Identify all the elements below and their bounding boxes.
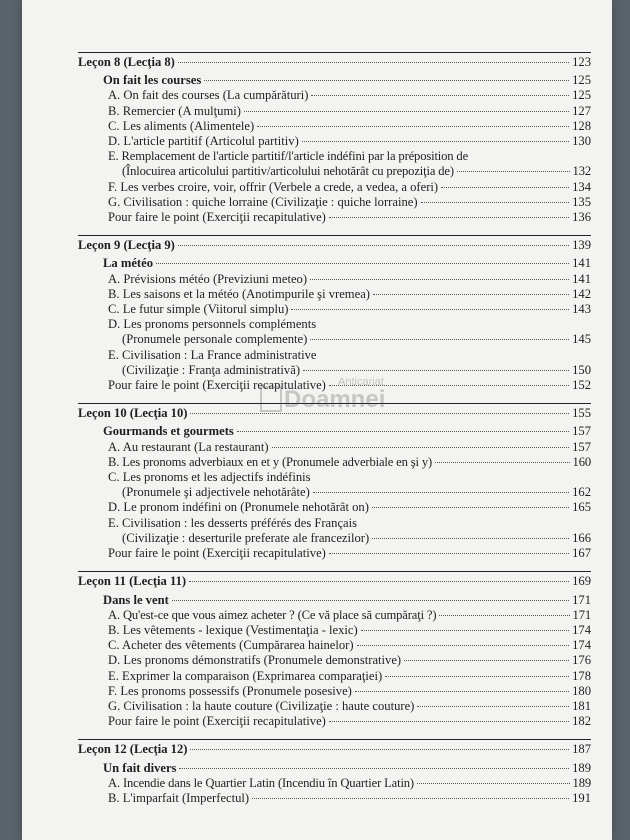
item-text: L'imparfait (Imperfectul): [122, 790, 250, 805]
page-number: 130: [572, 134, 591, 149]
watermark-line-2: Doamnei: [284, 386, 386, 413]
item-text: Pour faire le point (Exerciţii recapitulative): [108, 378, 326, 393]
item-text: Civilisation : La France administrative: [122, 347, 317, 362]
lesson-title: Leçon 12 (Lecţia 12): [78, 742, 188, 757]
item-text: Les pronoms personnels compléments: [123, 317, 317, 332]
toc-item[interactable]: [78, 210, 591, 225]
item-continuation-text: (Pronumele personale complemente): [122, 332, 308, 347]
unit-heading[interactable]: [78, 256, 591, 271]
toc-item-continuation[interactable]: [78, 332, 591, 347]
item-continuation-text: (Înlocuirea articolului partitiv/articolului nehotărât cu prepoziţia de): [122, 164, 454, 179]
item-letter: B.: [108, 286, 120, 301]
item-letter: B.: [108, 103, 120, 118]
unit-heading[interactable]: [78, 761, 591, 776]
item-letter: C.: [108, 302, 120, 317]
page-number: 134: [572, 179, 591, 194]
page-number: 150: [572, 362, 591, 377]
item-text: Les pronoms possessifs (Pronumele posesive): [120, 683, 352, 698]
item-text: Les aliments (Alimentele): [122, 118, 255, 133]
unit-heading[interactable]: [78, 424, 591, 439]
lesson-heading[interactable]: [78, 406, 591, 421]
page-number: 128: [572, 118, 591, 133]
item-text: Incendie dans le Quartier Latin (Incendiu în Quartier Latin): [122, 775, 414, 790]
page-number: 139: [572, 238, 591, 253]
item-letter: E.: [108, 668, 119, 683]
item-text: On fait des courses (La cumpărături): [123, 88, 309, 103]
toc-item[interactable]: [78, 88, 591, 103]
page-number: 127: [572, 103, 591, 118]
toc-item[interactable]: [78, 104, 591, 119]
page-number: 136: [572, 210, 591, 225]
item-letter: A.: [108, 271, 121, 286]
page-number: 141: [572, 271, 591, 286]
item-letter: A.: [108, 607, 120, 622]
item-text: Civilisation : quiche lorraine (Civilizaţie : quiche lorraine): [123, 194, 418, 209]
item-letter: C.: [108, 638, 120, 653]
toc-item[interactable]: [78, 302, 591, 317]
item-text: L'article partitif (Articolul partitiv): [123, 134, 299, 149]
item-text: Le pronom indéfini on (Pronumele nehotărât on): [123, 500, 369, 515]
page-number: 166: [572, 530, 591, 545]
page-number: 162: [572, 485, 591, 500]
page-number: 132: [572, 164, 591, 179]
lesson-heading[interactable]: [78, 55, 591, 70]
item-text: Remercier (A mulţumi): [122, 103, 241, 118]
page-number: 157: [572, 424, 591, 439]
toc-item[interactable]: [78, 546, 591, 561]
page-number: 191: [572, 790, 591, 805]
lesson-heading[interactable]: [78, 238, 591, 253]
page-number: 165: [572, 500, 591, 515]
page-number: 157: [572, 439, 591, 454]
item-letter: G.: [108, 194, 121, 209]
page-number: 187: [572, 742, 591, 757]
page-number: 145: [572, 332, 591, 347]
item-continuation-text: (Pronumele şi adjectivele nehotărâte): [122, 485, 310, 500]
toc-item-continuation[interactable]: [78, 164, 591, 179]
item-letter: E.: [108, 149, 119, 164]
toc-item[interactable]: [78, 317, 591, 332]
page-number: 174: [572, 638, 591, 653]
toc-item[interactable]: [78, 653, 591, 668]
unit-title: On fait les courses: [103, 73, 202, 88]
watermark-line-1: Anticariat: [338, 376, 384, 388]
lesson-heading[interactable]: [78, 742, 591, 757]
toc-item[interactable]: [78, 272, 591, 287]
item-text: Pour faire le point (Exerciţii recapitulative): [108, 546, 326, 561]
lesson-8-section: [78, 52, 591, 225]
page-number: 169: [572, 574, 591, 589]
item-text: Civilisation : les desserts préférés des Français: [122, 515, 358, 530]
item-text: Civilisation : la haute couture (Civilizaţie : haute couture): [123, 698, 415, 713]
item-text: Pour faire le point (Exerciţii recapitulative): [108, 210, 326, 225]
item-text: Acheter des vêtements (Cumpărarea hainelor): [122, 638, 354, 653]
page-number: 125: [572, 73, 591, 88]
toc-item[interactable]: [78, 378, 591, 393]
item-text: Remplacement de l'article partitif/l'article indéfini par la préposition de: [121, 149, 469, 164]
item-letter: A.: [108, 775, 120, 790]
lesson-11-section: [78, 571, 591, 729]
toc-item-continuation[interactable]: [78, 485, 591, 500]
page-number: 125: [572, 88, 591, 103]
item-letter: G.: [108, 698, 121, 713]
item-continuation-text: (Civilizaţie : deserturile preferate ale francezilor): [122, 530, 370, 545]
item-text: Les pronoms démonstratifs (Pronumele demonstrative): [123, 653, 402, 668]
lesson-12-section: [78, 739, 591, 806]
page-number: 152: [572, 378, 591, 393]
page-number: 171: [572, 592, 591, 607]
item-letter: D.: [108, 500, 121, 515]
toc-item[interactable]: [78, 776, 591, 791]
item-letter: D.: [108, 653, 121, 668]
page-number: 143: [572, 302, 591, 317]
toc-item[interactable]: [78, 623, 591, 638]
item-letter: F.: [108, 683, 118, 698]
item-letter: C.: [108, 118, 120, 133]
toc-item[interactable]: [78, 699, 591, 714]
item-text: Pour faire le point (Exerciţii recapitulative): [108, 714, 326, 729]
item-text: Les saisons et la météo (Anotimpurile şi vremea): [122, 286, 370, 301]
item-letter: E.: [108, 347, 119, 362]
toc-item[interactable]: [78, 134, 591, 149]
item-letter: B.: [108, 454, 120, 469]
item-text: Les vêtements - lexique (Vestimentaţia - lexic): [122, 622, 358, 637]
table-of-contents: [78, 52, 591, 816]
page-number: 135: [572, 194, 591, 209]
item-letter: A.: [108, 439, 121, 454]
item-letter: D.: [108, 317, 121, 332]
item-text: Les pronoms adverbiaux en et y (Pronumele adverbiale en şi y): [122, 454, 433, 469]
item-text: Les pronoms et les adjectifs indéfinis: [122, 470, 311, 485]
toc-item[interactable]: [78, 119, 591, 134]
page-number: 189: [572, 775, 591, 790]
page-number: 180: [572, 683, 591, 698]
page-number: 182: [572, 714, 591, 729]
toc-item[interactable]: [78, 714, 591, 729]
item-text: Qu'est-ce que vous aimez acheter ? (Ce vă place să cumpăraţi ?): [122, 607, 437, 622]
page-number: 155: [572, 406, 591, 421]
lesson-title: Leçon 10 (Lecţia 10): [78, 406, 188, 421]
lesson-10-section: [78, 403, 591, 561]
toc-item[interactable]: [78, 669, 591, 684]
toc-item[interactable]: [78, 149, 591, 164]
toc-item[interactable]: [78, 516, 591, 531]
item-letter: B.: [108, 622, 120, 637]
item-letter: E.: [108, 515, 119, 530]
toc-item[interactable]: [78, 195, 591, 210]
item-text: Le futur simple (Viitorul simplu): [122, 302, 289, 317]
unit-heading[interactable]: [78, 73, 591, 88]
lesson-9-section: [78, 235, 591, 393]
item-letter: D.: [108, 134, 121, 149]
toc-item[interactable]: [78, 500, 591, 515]
page-number: 141: [572, 256, 591, 271]
toc-item[interactable]: [78, 180, 591, 195]
unit-heading[interactable]: [78, 593, 591, 608]
lesson-title: Leçon 8 (Lecţia 8): [78, 55, 175, 69]
item-text: Les verbes croire, voir, offrir (Verbele a crede, a vedea, a oferi): [120, 179, 439, 194]
unit-title: Gourmands et gourmets: [103, 424, 234, 439]
page-number: 178: [572, 668, 591, 683]
toc-item[interactable]: [78, 608, 591, 623]
toc-item[interactable]: [78, 638, 591, 653]
item-letter: A.: [108, 88, 121, 103]
unit-title: Dans le vent: [103, 592, 169, 607]
toc-item[interactable]: [78, 455, 591, 470]
toc-item[interactable]: [78, 684, 591, 699]
item-letter: F.: [108, 179, 118, 194]
page-number: 142: [572, 286, 591, 301]
toc-item[interactable]: [78, 348, 591, 363]
book-page: [22, 0, 612, 840]
page-number: 176: [572, 653, 591, 668]
item-text: Prévisions météo (Previziuni meteo): [123, 271, 308, 286]
page-number: 174: [572, 622, 591, 637]
page-number: 160: [572, 454, 591, 469]
toc-item[interactable]: [78, 470, 591, 485]
toc-item-continuation[interactable]: [78, 531, 591, 546]
item-text: Au restaurant (La restaurant): [122, 439, 269, 454]
unit-title: La météo: [103, 256, 154, 271]
page-number: 171: [572, 607, 591, 622]
item-continuation-text: (Civilizaţie : Franţa administrativă): [122, 362, 301, 377]
item-text: Exprimer la comparaison (Exprimarea comparaţiei): [122, 668, 383, 683]
page-number: 189: [572, 760, 591, 775]
page-number: 123: [572, 55, 591, 69]
page-number: 167: [572, 546, 591, 561]
lesson-heading[interactable]: [78, 574, 591, 589]
toc-item[interactable]: [78, 791, 591, 806]
lesson-title: Leçon 9 (Lecţia 9): [78, 238, 175, 253]
page-number: 181: [572, 698, 591, 713]
unit-title: Un fait divers: [103, 760, 177, 775]
lesson-title: Leçon 11 (Lecţia 11): [78, 574, 187, 589]
item-letter: B.: [108, 790, 120, 805]
item-letter: C.: [108, 470, 120, 485]
toc-item[interactable]: [78, 440, 591, 455]
toc-item[interactable]: [78, 287, 591, 302]
toc-item-continuation[interactable]: [78, 363, 591, 378]
